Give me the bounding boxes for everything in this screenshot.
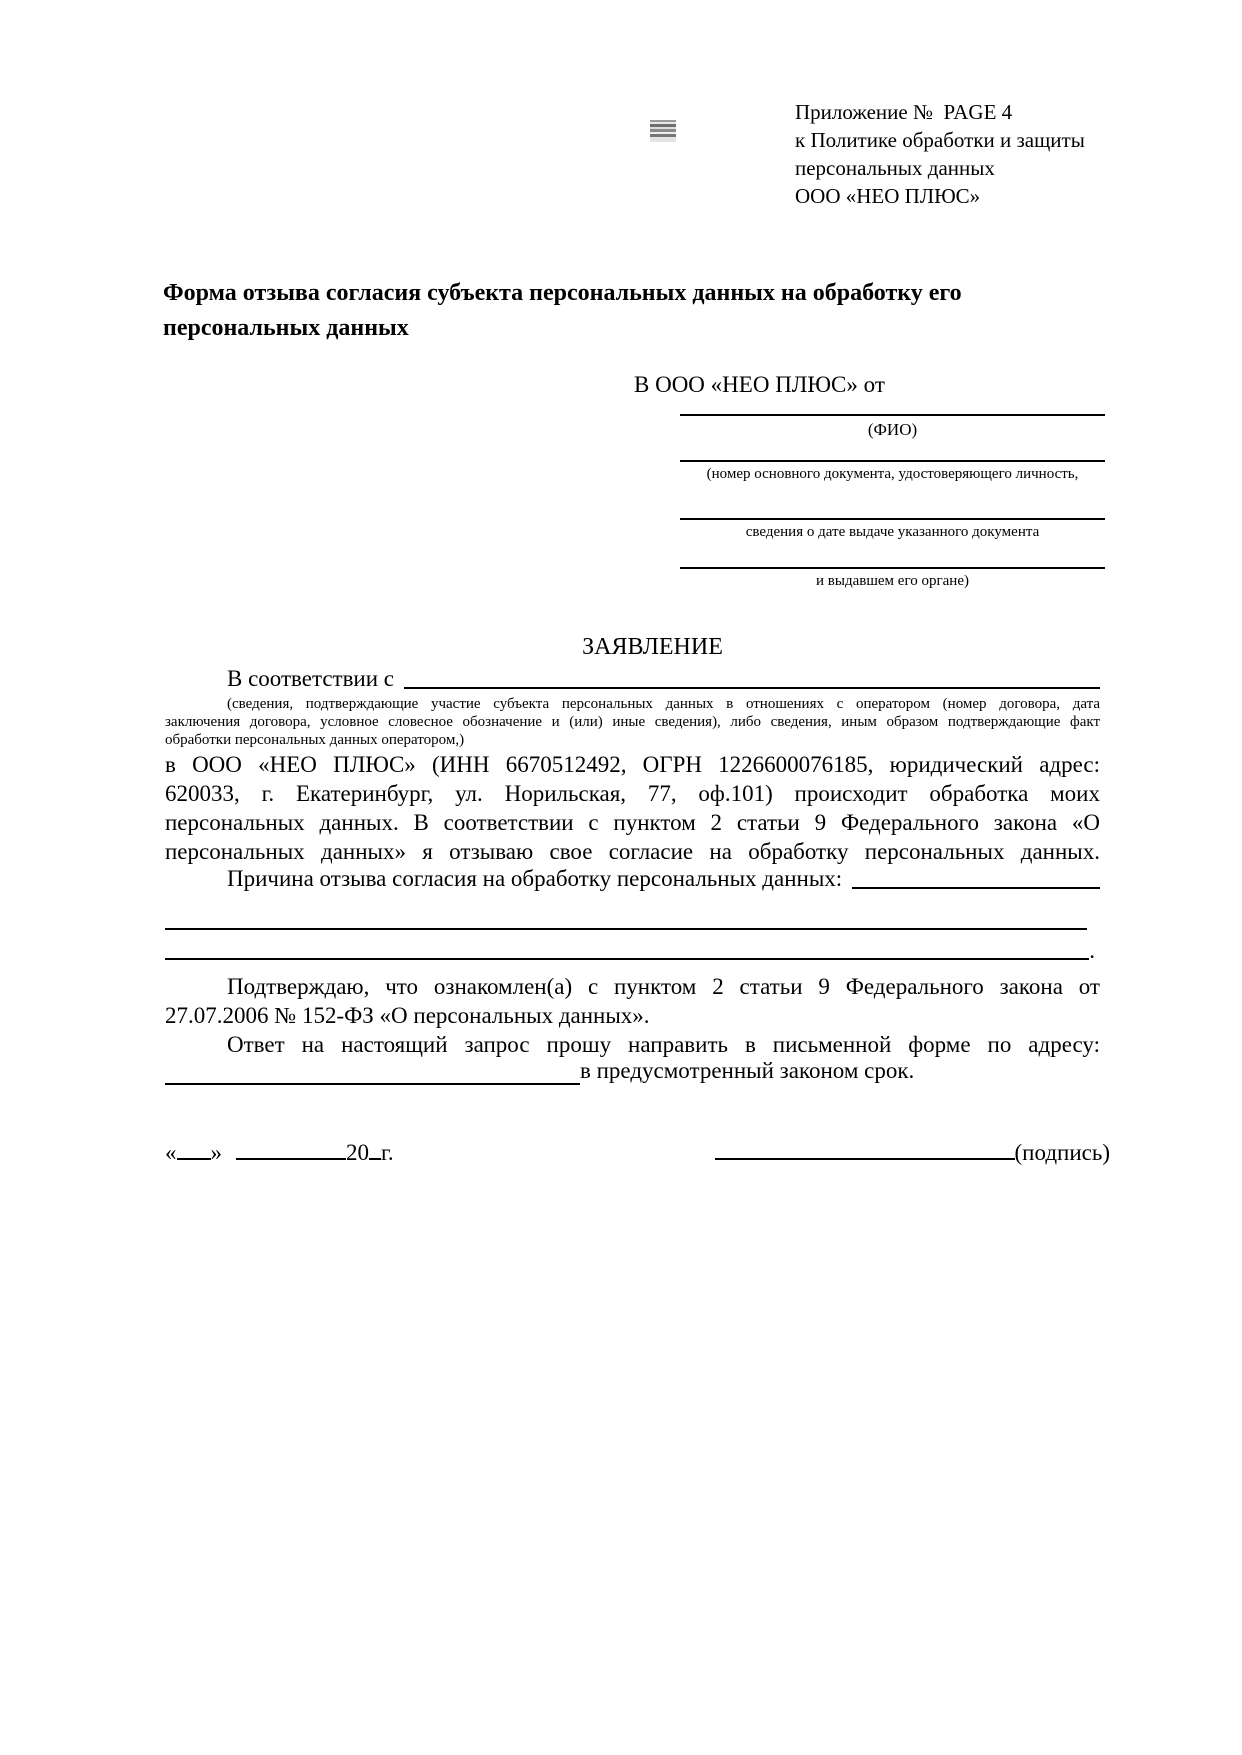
reason-extra-blank-row-2	[165, 938, 1095, 964]
footnote-line: обработки персональных данных оператором,)	[165, 732, 465, 748]
fio-blank-line[interactable]	[680, 398, 1105, 416]
body-line: персональных данных. В соответствии с пунктом 2 статьи 9 Федерального закона «О	[165, 810, 1100, 835]
issuing-authority-blank-line[interactable]	[680, 551, 1105, 569]
statement-heading: ЗАЯВЛЕНИЕ	[582, 634, 723, 660]
footnote-line: заключения договора, условное словесное обозначение и (или) иные сведения), либо сведения, иным образом подтверждающие факт	[165, 714, 1100, 730]
month-blank-line[interactable]	[236, 1140, 346, 1160]
confirmation-line: 27.07.2006 № 152-ФЗ «О персональных данных».	[165, 1003, 650, 1028]
form-title	[163, 276, 1108, 346]
body-line: 620033, г. Екатеринбург, ул. Норильская, 77, оф.101) происходит обработка моих	[165, 781, 1100, 806]
signature-caption: (подпись)	[1014, 1140, 1110, 1165]
appendix-header-line: персональных данных	[795, 156, 995, 180]
issue-date-blank-line[interactable]	[680, 502, 1105, 520]
body-line: в ООО «НЕО ПЛЮС» (ИНН 6670512492, ОГРН 1226600076185, юридический адрес:	[165, 752, 1100, 777]
day-blank-line[interactable]	[177, 1140, 211, 1160]
reason-row	[165, 864, 1100, 893]
issue-date-caption: сведения о дате выдаче указанного документа	[745, 524, 1040, 540]
day-open-quote: «	[165, 1140, 177, 1165]
basis-row	[165, 664, 1100, 693]
reason-label: Причина отзыва согласия на обработку персональных данных:	[227, 866, 843, 891]
reason-blank-line[interactable]	[852, 886, 1100, 889]
footnote	[165, 695, 1100, 749]
reply-address-row	[165, 1056, 1100, 1085]
footnote-line: (сведения, подтверждающие участие субъекта персональных данных в отношениях с оператором (номер договора, дата	[227, 696, 1100, 712]
fio-caption: (ФИО)	[867, 420, 918, 439]
reply-tail: в предусмотренный законом срок.	[580, 1058, 915, 1083]
confirmation-paragraph	[165, 972, 1100, 1030]
appendix-header	[795, 98, 1085, 210]
appendix-header-line: к Политике обработки и защиты	[795, 128, 1085, 152]
broken-embed-icon	[650, 120, 676, 142]
basis-blank-line[interactable]	[404, 686, 1100, 689]
body-paragraph	[165, 750, 1100, 866]
doc-number-caption: (номер основного документа, удостоверяющего личность,	[706, 466, 1079, 482]
basis-label: В соответствии с	[227, 666, 395, 691]
appendix-header-line: ООО «НЕО ПЛЮС»	[795, 184, 981, 208]
year-blank-line[interactable]	[369, 1140, 381, 1160]
trailing-period: .	[1089, 938, 1095, 963]
year-prefix: 20	[346, 1140, 369, 1165]
address-blank-line[interactable]	[165, 1065, 580, 1085]
reason-extra-blank-line-1[interactable]	[165, 912, 1087, 930]
day-close-quote: »	[210, 1140, 222, 1165]
year-suffix: г.	[381, 1140, 394, 1165]
addressee-to-line: В ООО «НЕО ПЛЮС» от	[634, 372, 885, 397]
appendix-header-line: Приложение № PAGE 4	[795, 100, 1013, 124]
body-line: персональных данных» я отзываю свое согласие на обработку персональных данных.	[165, 839, 1100, 864]
form-title-line: Форма отзыва согласия субъекта персональных данных на обработку его	[163, 280, 962, 306]
signature-blank-line[interactable]	[715, 1140, 1015, 1160]
signature-group	[715, 1140, 1110, 1166]
date-group	[165, 1140, 394, 1166]
doc-number-blank-line[interactable]	[680, 444, 1105, 462]
confirmation-line: Подтверждаю, что ознакомлен(а) с пунктом 2 статьи 9 Федерального закона от	[227, 974, 1100, 999]
form-title-line: персональных данных	[163, 315, 409, 341]
reason-extra-blank-line-2[interactable]	[165, 957, 1089, 960]
date-signature-row	[165, 1140, 1110, 1166]
reply-line: Ответ на настоящий запрос прошу направить в письменной форме по адресу:	[227, 1032, 1100, 1057]
issuing-authority-caption: и выдавшем его органе)	[816, 573, 969, 589]
